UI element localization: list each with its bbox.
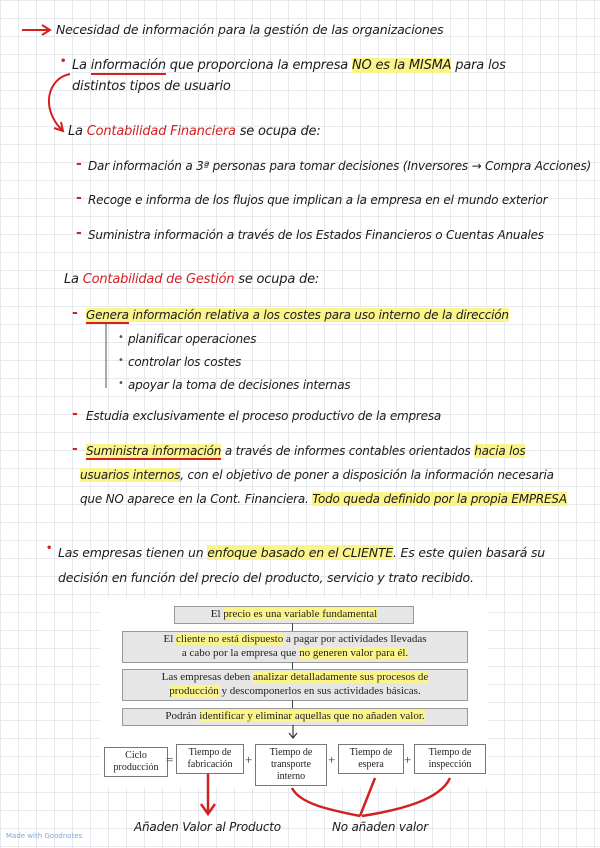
heading-arrow-icon xyxy=(20,24,54,36)
annotation-right: No añaden valor xyxy=(332,820,428,834)
heading: Necesidad de información para la gestión de las organizaciones xyxy=(56,22,444,37)
eq-inspeccion: Tiempo de inspección xyxy=(414,744,486,774)
gestion-item-3-line2: usuarios internos, con el objetivo de poner a disposición la información necesaria xyxy=(80,468,554,482)
annotation-arrows xyxy=(0,770,600,826)
financiera-item-1: Dar información a 3ª personas para tomar decisiones (Inversores → Compra Acciones) xyxy=(88,159,591,173)
bullet-dash: - xyxy=(76,190,82,206)
eq-ciclo: Ciclo producción xyxy=(104,747,168,777)
eq-transporte: Tiempo de transporte interno xyxy=(255,744,327,786)
diagram-box-price: El precio es una variable fundamental xyxy=(174,606,414,624)
gestion-item-3-line1: Suministra información a través de informes contables orientados hacia los xyxy=(86,444,526,458)
intro-highlight: NO es la MISMA xyxy=(352,58,452,73)
process-diagram xyxy=(100,598,488,788)
diagram-box-identify: Podrán identificar y eliminar aquellas que no añaden valor. xyxy=(122,708,468,726)
eq-fabricacion: Tiempo de fabricación xyxy=(176,744,244,774)
gestion-subitem-3: apoyar la toma de decisiones internas xyxy=(128,378,351,392)
financiera-item-2: Recoge e informa de los flujos que implican a la empresa en el mundo exterior xyxy=(88,193,548,207)
bullet-dash: - xyxy=(72,406,78,422)
clientes-line2: decisión en función del precio del producto, servicio y trato recibido. xyxy=(58,570,474,585)
bullet-dot: • xyxy=(60,56,67,67)
connector-line xyxy=(292,700,293,708)
sub-bullet: • xyxy=(118,332,124,343)
diagram-box-analyze: Las empresas deben analizar detalladamente sus procesos de producción y descomponerlos en sus actividades básicas. xyxy=(122,669,468,701)
financiera-item-3: Suministra información a través de los Estados Financieros o Cuentas Anuales xyxy=(88,228,544,242)
gestion-heading: La Contabilidad de Gestión se ocupa de: xyxy=(64,272,320,287)
eq-op-equals: = xyxy=(166,752,174,767)
financiera-heading: La Contabilidad Financiera se ocupa de: xyxy=(68,124,321,139)
down-arrow-icon xyxy=(286,725,300,739)
eq-espera: Tiempo de espera xyxy=(338,744,404,774)
bullet-dot: • xyxy=(46,543,53,554)
eq-op-plus: + xyxy=(245,752,253,767)
gestion-item-2: Estudia exclusivamente el proceso productivo de la empresa xyxy=(86,409,442,423)
intro-underlined: información xyxy=(90,58,166,73)
connector-line xyxy=(292,662,293,669)
goodnotes-logo: Made with Goodnotes xyxy=(6,832,83,840)
intro-line1: La información que proporciona la empresa NO es la MISMA para los xyxy=(72,58,506,73)
gestion-subitem-1: planificar operaciones xyxy=(128,332,257,346)
bullet-dash: - xyxy=(76,156,82,172)
subitem-bracket xyxy=(104,322,114,392)
connector-line xyxy=(292,623,293,631)
diagram-box-client: El cliente no está dispuesto a pagar por actividades llevadas a cabo por la empresa que no generen valor para él. xyxy=(122,631,468,663)
sub-bullet: • xyxy=(118,378,124,389)
sub-bullet: • xyxy=(118,355,124,366)
eq-op-plus: + xyxy=(328,752,336,767)
gestion-item-3-line3: que NO aparece en la Cont. Financiera. Todo queda definido por la propia EMPRESA xyxy=(80,492,567,506)
bullet-dash: - xyxy=(72,441,78,457)
bullet-dash: - xyxy=(72,305,78,321)
eq-op-plus: + xyxy=(404,752,412,767)
gestion-subitem-2: controlar los costes xyxy=(128,355,242,369)
intro-line2: distintos tipos de usuario xyxy=(72,79,231,94)
annotation-left: Añaden Valor al Producto xyxy=(134,820,281,834)
clientes-line1: Las empresas tienen un enfoque basado en el CLIENTE. Es este quien basará su xyxy=(58,545,545,560)
bullet-dash: - xyxy=(76,225,82,241)
gestion-item-1: Genera información relativa a los costes para uso interno de la dirección xyxy=(86,308,509,322)
